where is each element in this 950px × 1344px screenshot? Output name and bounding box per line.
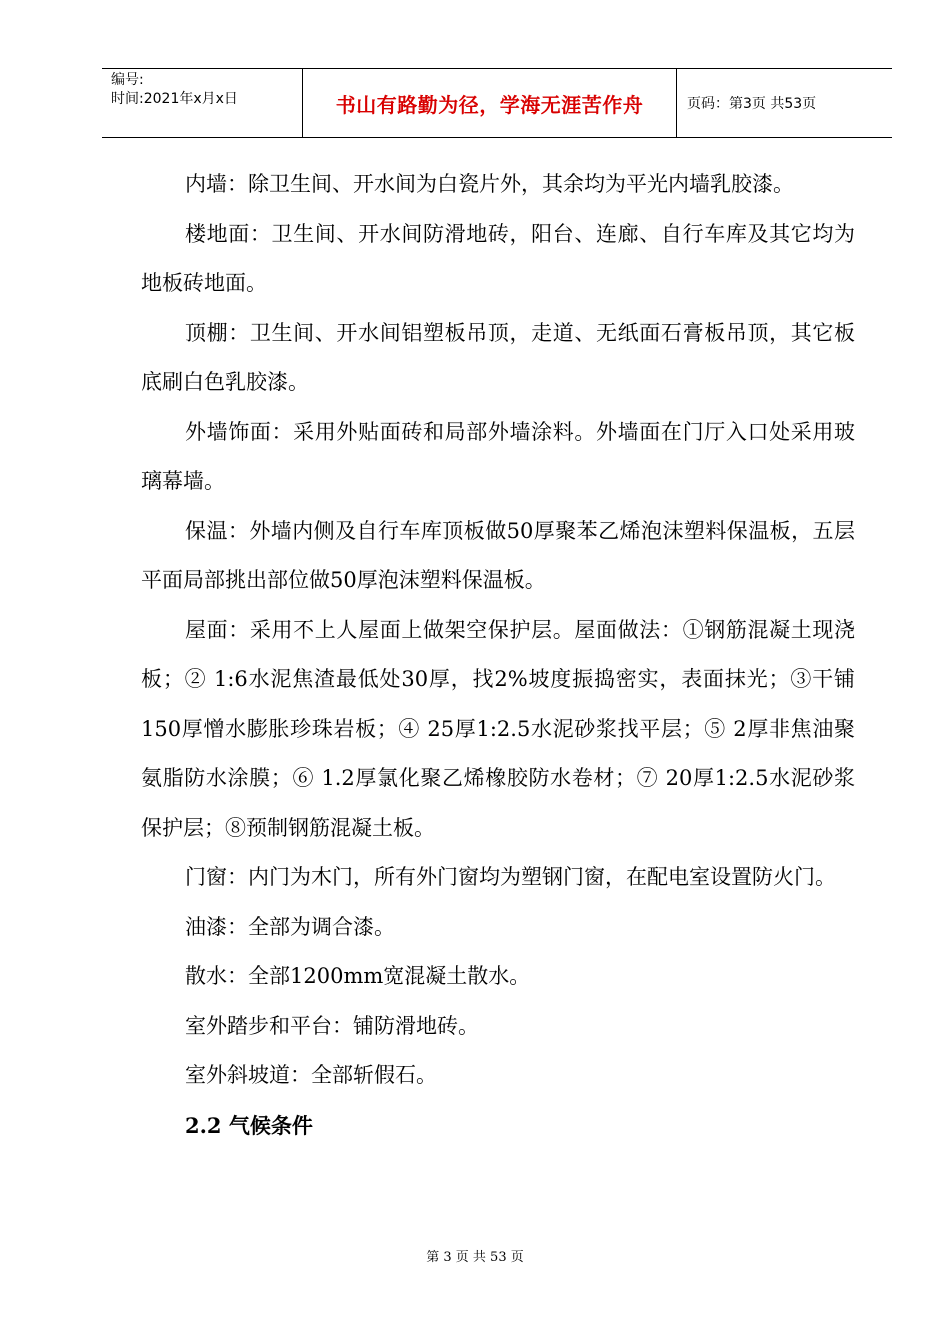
paragraph-apron: 散水：全部1200mm宽混凝土散水。	[185, 964, 531, 988]
page-header	[102, 68, 892, 138]
paragraph-ceilings: 顶棚：卫生间、开水间铝塑板吊顶，走道、无纸面石膏板吊顶，其它板底刷白色乳胶漆。	[141, 320, 855, 394]
header-page-info-text: 页码：第3页 共53页	[687, 96, 817, 112]
paragraph-interior-walls: 内墙：除卫生间、开水间为白瓷片外，其余均为平光内墙乳胶漆。	[185, 172, 794, 196]
document-time-label: 时间:2021年x月x日	[111, 91, 238, 107]
paragraph-outdoor-steps: 室外踏步和平台：铺防滑地砖。	[185, 1013, 479, 1038]
header-meta	[102, 69, 303, 137]
paragraph-floors: 楼地面：卫生间、开水间防滑地砖，阳台、连廊、自行车库及其它均为地板砖地面。	[141, 221, 855, 295]
document-body	[141, 160, 855, 1150]
paragraph-roof: 屋面：采用不上人屋面上做架空保护层。屋面做法：①钢筋混凝土现浇板；② 1:6水泥焦渣最低处30厚，找2%坡度振捣密实，表面抹光；③干铺150厚憎水膨胀珍珠岩板；④ 25厚1:2.5水泥砂浆找平层；⑤ 2厚非焦油聚氨脂防水涂膜；⑥ 1.2厚氯化聚乙烯橡胶防水卷材；⑦ 20厚1:2.5水泥砂浆保护层；⑧预制钢筋混凝土板。	[141, 617, 855, 840]
paragraph-insulation: 保温：外墙内侧及自行车库顶板做50厚聚苯乙烯泡沫塑料保温板，五层平面局部挑出部位做50厚泡沫塑料保温板。	[141, 518, 855, 592]
paragraph-outdoor-ramp: 室外斜坡道：全部斩假石。	[185, 1063, 437, 1087]
page-footer: 第 3 页 共 53 页	[426, 1250, 524, 1265]
paragraph-doors-windows: 门窗：内门为木门，所有外门窗均为塑钢门窗，在配电室设置防火门。	[185, 865, 836, 889]
header-motto: 书山有路勤为径，学海无涯苦作舟	[303, 69, 677, 137]
section-heading-climate: 2.2 气候条件	[185, 1112, 313, 1138]
paragraph-paint: 油漆：全部为调合漆。	[185, 914, 395, 939]
header-page-info	[677, 69, 892, 137]
document-number-label: 编号:	[111, 72, 144, 88]
paragraph-exterior-walls: 外墙饰面：采用外贴面砖和局部外墙涂料。外墙面在门厅入口处采用玻璃幕墙。	[141, 419, 855, 493]
